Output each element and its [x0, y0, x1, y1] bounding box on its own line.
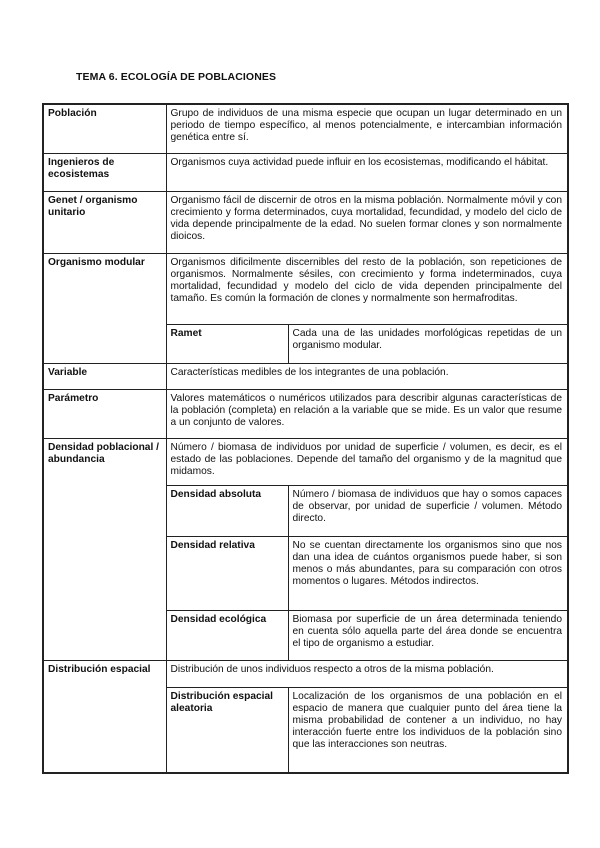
table-row	[43, 104, 568, 153]
definition: Organismos cuya actividad puede influir en los ecosistemas, modificando el hábitat.	[166, 153, 568, 191]
term: Población	[43, 104, 166, 153]
page-title: TEMA 6. ECOLOGÍA DE POBLACIONES	[76, 71, 277, 83]
table-row	[43, 438, 568, 485]
sub-term: Densidad absoluta	[166, 485, 288, 536]
sub-definition: Número / biomasa de individuos que hay o somos capaces de observar, por unidad de superficie / volumen. Método directo.	[288, 485, 568, 536]
sub-definition: No se cuentan directamente los organismos sino que nos dan una idea de cuántos organismos puede haber, si son menos o más abundantes, para su comparación con otros momentos o lugares. Métodos indirectos.	[288, 536, 568, 610]
term: Variable	[43, 363, 166, 389]
glossary-table	[42, 103, 569, 774]
definition: Organismos dificilmente discernibles del resto de la población, son repeticiones de organismos. Normalmente sésiles, con crecimiento y forma indeterminados, cuya mortalidad, fecundidad y modelo del ciclo de vida dependen principalmente del tamaño. Es común la formación de clones y normalmente son hermafroditas.	[166, 253, 568, 324]
sub-term: Densidad ecológica	[166, 610, 288, 660]
table-row	[43, 389, 568, 438]
table-row	[43, 191, 568, 253]
definition: Características medibles de los integrantes de una población.	[166, 363, 568, 389]
table-row	[43, 253, 568, 324]
definition: Número / biomasa de individuos por unidad de superficie / volumen, es decir, es el estado de las poblaciones. Depende del tamaño del organismo y de la magnitud que midamos.	[166, 438, 568, 485]
definition: Organismo fácil de discernir de otros en la misma población. Normalmente móvil y con crecimiento y forma determinados, cuya mortalidad, fecundidad, y modelo del ciclo de vida depende principalmente de la edad. No suelen formar clones y son normalmente dioicos.	[166, 191, 568, 253]
table-row	[43, 660, 568, 687]
table-row	[43, 153, 568, 191]
definition: Grupo de individuos de una misma especie que ocupan un lugar determinado en un periodo de tiempo específico, al menos potencialmente, e intercambian información genética entre sí.	[166, 104, 568, 153]
table-row	[43, 363, 568, 389]
term: Genet / organismo unitario	[43, 191, 166, 253]
term: Organismo modular	[43, 253, 166, 363]
sub-term: Distribución espacial aleatoria	[166, 687, 288, 773]
term: Parámetro	[43, 389, 166, 438]
sub-definition: Cada una de las unidades morfológicas repetidas de un organismo modular.	[288, 324, 568, 363]
definition: Distribución de unos individuos respecto a otros de la misma población.	[166, 660, 568, 687]
sub-definition: Localización de los organismos de una población en el espacio de manera que cualquier punto del área tiene la misma probabilidad de contener a un individuo, no hay interacción fuerte entre los individuos de la población sino que las interacciones son neutras.	[288, 687, 568, 773]
term: Distribución espacial	[43, 660, 166, 773]
term: Densidad poblacional / abundancia	[43, 438, 166, 660]
sub-definition: Biomasa por superficie de un área determinada teniendo en cuenta sólo aquella parte del área donde se encuentra el tipo de organismo a estudiar.	[288, 610, 568, 660]
sub-term: Ramet	[166, 324, 288, 363]
term: Ingenieros de ecosistemas	[43, 153, 166, 191]
sub-term: Densidad relativa	[166, 536, 288, 610]
definition: Valores matemáticos o numéricos utilizados para describir algunas características de la población (completa) en relación a la variable que se mide. Es un valor que resume a un conjunto de valores.	[166, 389, 568, 438]
